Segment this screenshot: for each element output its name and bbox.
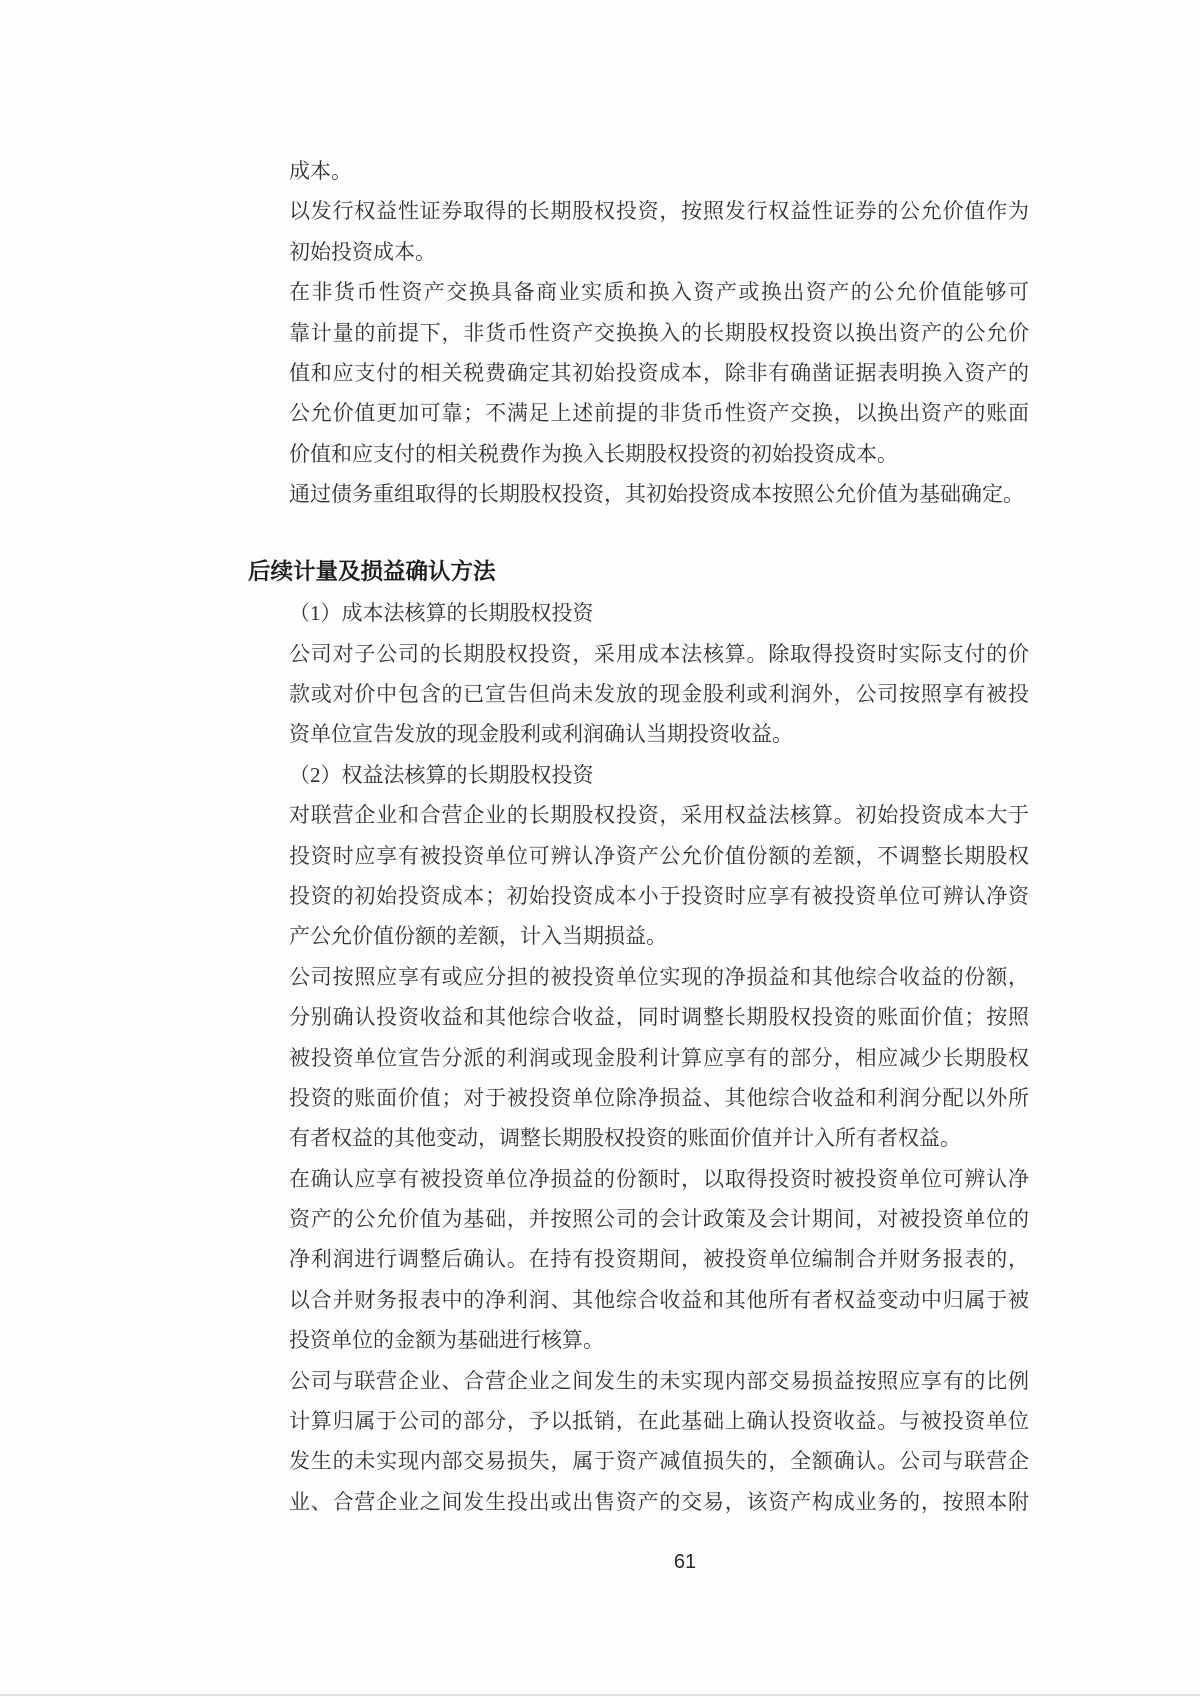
text-line: 以合并财务报表中的净利润、其他综合收益和其他所有者权益变动中归属于被 bbox=[289, 1287, 1029, 1312]
text-line: 在非货币性资产交换具备商业实质和换入资产或换出资产的公允价值能够可 bbox=[289, 280, 1029, 305]
page-content bbox=[248, 151, 1029, 1522]
text-line: 投资时应享有被投资单位可辨认净资产公允价值份额的差额，不调整长期股权 bbox=[289, 843, 1029, 868]
text-line: 以发行权益性证券取得的长期股权投资，按照发行权益性证券的公允价值作为 bbox=[289, 199, 1029, 224]
text-line: （1）成本法核算的长期股权投资 bbox=[289, 601, 594, 626]
text-line: 投资的账面价值；对于被投资单位除净损益、其他综合收益和利润分配以外所 bbox=[289, 1085, 1029, 1110]
text-line: 靠计量的前提下，非货币性资产交换换入的长期股权投资以换出资产的公允价 bbox=[289, 320, 1029, 345]
intro-section bbox=[289, 151, 1029, 515]
text-line: 计算归属于公司的部分，予以抵销，在此基础上确认投资收益。与被投资单位 bbox=[289, 1409, 1029, 1434]
text-line: 值和应支付的相关税费确定其初始投资成本，除非有确凿证据表明换入资产的 bbox=[289, 360, 1029, 385]
page-number: 61 bbox=[673, 1551, 697, 1573]
text-line: 公司与联营企业、合营企业之间发生的未实现内部交易损益按照应享有的比例 bbox=[289, 1368, 1029, 1393]
text-line: 投资的初始投资成本；初始投资成本小于投资时应享有被投资单位可辨认净资 bbox=[289, 883, 1029, 908]
text-line: 通过债务重组取得的长期股权投资，其初始投资成本按照公允价值为基础确定。 bbox=[289, 482, 1024, 507]
text-line: （2）权益法核算的长期股权投资 bbox=[289, 762, 594, 787]
text-line: 公司对子公司的长期股权投资，采用成本法核算。除取得投资时实际支付的价 bbox=[289, 641, 1029, 666]
text-line: 业、合营企业之间发生投出或出售资产的交易，该资产构成业务的，按照本附 bbox=[289, 1489, 1029, 1514]
text-line: 在确认应享有被投资单位净损益的份额时，以取得投资时被投资单位可辨认净 bbox=[289, 1166, 1029, 1191]
text-line: 资单位宣告发放的现金股利或利润确认当期投资收益。 bbox=[289, 722, 793, 747]
text-line: 净利润进行调整后确认。在持有投资期间，被投资单位编制合并财务报表的， bbox=[289, 1247, 1029, 1272]
text-line: 款或对价中包含的已宣告但尚未发放的现金股利或利润外，公司按照享有被投 bbox=[289, 681, 1029, 706]
text-line: 公允价值更加可靠；不满足上述前提的非货币性资产交换，以换出资产的账面 bbox=[289, 401, 1029, 426]
text-line: 投资单位的金额为基础进行核算。 bbox=[289, 1328, 604, 1353]
section-heading: 后续计量及损益确认方法 bbox=[248, 558, 496, 584]
text-line: 产公允价值份额的差额，计入当期损益。 bbox=[289, 924, 667, 949]
scan-edge bbox=[0, 1694, 1200, 1696]
text-line: 对联营企业和合营企业的长期股权投资，采用权益法核算。初始投资成本大于 bbox=[289, 803, 1029, 828]
followup-section bbox=[289, 593, 1029, 1522]
text-line: 分别确认投资收益和其他综合收益，同时调整长期股权投资的账面价值；按照 bbox=[289, 1005, 1029, 1030]
text-line: 成本。 bbox=[289, 159, 352, 183]
text-line: 初始投资成本。 bbox=[289, 239, 436, 264]
text-line: 资产的公允价值为基础，并按照公司的会计政策及会计期间，对被投资单位的 bbox=[289, 1207, 1029, 1232]
text-line: 公司按照应享有或应分担的被投资单位实现的净损益和其他综合收益的份额， bbox=[289, 964, 1029, 989]
text-line: 价值和应支付的相关税费作为换入长期股权投资的初始投资成本。 bbox=[289, 441, 898, 466]
text-line: 有者权益的其他变动，调整长期股权投资的账面价值并计入所有者权益。 bbox=[289, 1126, 961, 1151]
text-line: 被投资单位宣告分派的利润或现金股利计算应享有的部分，相应减少长期股权 bbox=[289, 1045, 1029, 1070]
text-line: 发生的未实现内部交易损失，属于资产减值损失的，全额确认。公司与联营企 bbox=[289, 1449, 1029, 1474]
